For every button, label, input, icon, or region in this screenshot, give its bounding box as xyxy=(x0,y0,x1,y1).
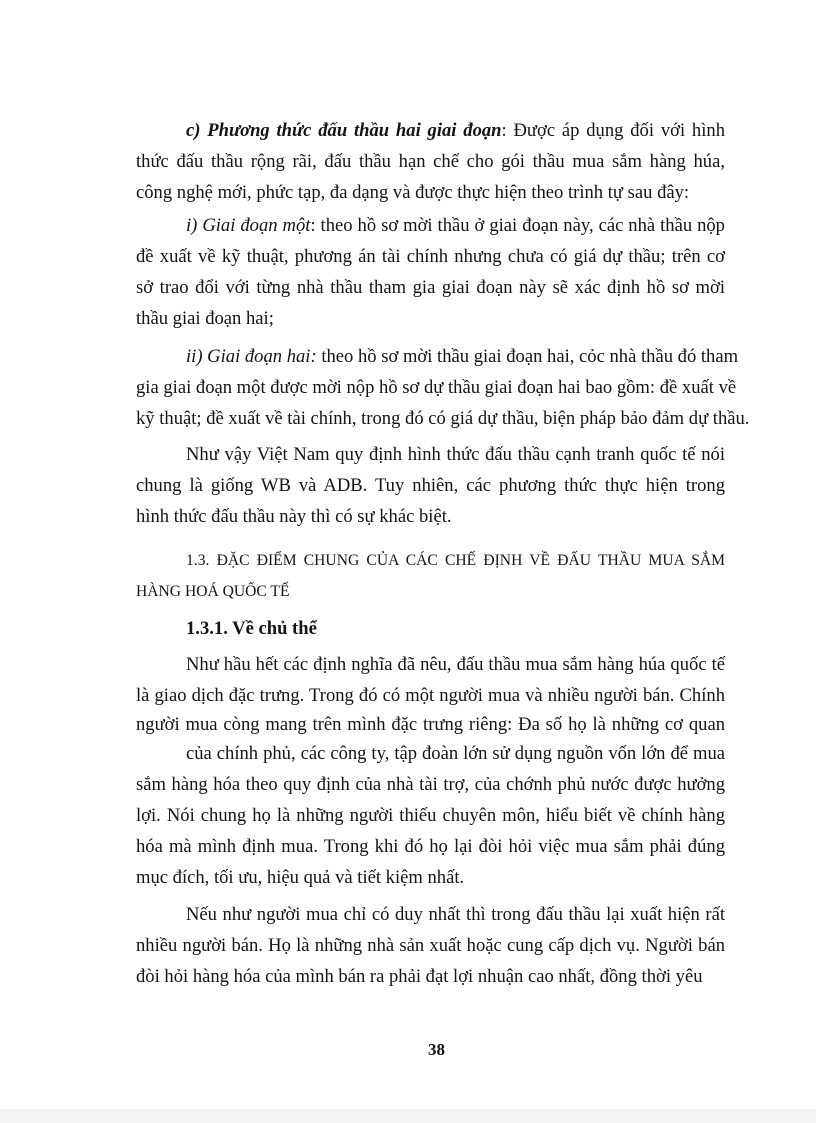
para-seller-line-2: nhiều người bán. Họ là những nhà sản xuất hoặc cung cấp dịch vụ. Người bán xyxy=(136,935,725,956)
section-heading-line-2: HÀNG HOÁ QUỐC TẾ xyxy=(136,583,290,600)
para-c-line-2: thức đấu thầu rộng rãi, đấu thầu hạn chế cho gói thầu mua sắm hàng húa, xyxy=(136,151,725,172)
para-buyer-line-4: của chính phủ, các công ty, tập đoàn lớn sử dụng nguồn vốn lớn để mua xyxy=(186,743,725,764)
stage-two-label: ii) Giai đoạn hai: xyxy=(186,346,317,367)
para-buyer-line-5: sắm hàng hóa theo quy định của nhà tài trợ, của chớnh phủ nước được hưởng xyxy=(136,774,725,795)
para-c-heading: c) Phương thức đấu thầu hai giai đoạn xyxy=(186,120,502,141)
para-buyer-line-8: mục đích, tối ưu, hiệu quả và tiết kiệm nhất. xyxy=(136,867,465,888)
para-i-line-3: sở trao đổi với từng nhà thầu tham gia giai đoạn này sẽ xác định hồ sơ mời xyxy=(136,277,725,298)
para-seller-line-3: đòi hỏi hàng hóa của mình bán ra phải đạt lợi nhuận cao nhất, đồng thời yêu xyxy=(136,966,703,987)
para-i-line-4: thầu giai đoạn hai; xyxy=(136,308,274,329)
para-ii-line-3: kỹ thuật; đề xuất về tài chính, trong đó có giá dự thầu, biện pháp bảo đảm dự thầu. xyxy=(136,408,750,429)
para-ii-line-2: gia giai đoạn một được mời nộp hồ sơ dự thầu giai đoạn hai bao gồm: đề xuất về xyxy=(136,377,737,398)
stage-one-label: i) Giai đoạn một xyxy=(186,215,311,236)
page-number: 38 xyxy=(428,1040,445,1059)
para-i-line-2: đề xuất về kỹ thuật, phương án tài chính nhưng chưa có giá dự thầu; trên cơ xyxy=(136,246,725,267)
para-vn-line-1: Như vậy Việt Nam quy định hình thức đấu thầu cạnh tranh quốc tế nói xyxy=(186,444,725,465)
para-buyer-line-1: Như hầu hết các định nghĩa đã nêu, đấu thầu mua sắm hàng húa quốc tế xyxy=(186,654,725,675)
subsection-heading: 1.3.1. Về chủ thể xyxy=(186,618,317,639)
page-bottom-edge xyxy=(0,1109,816,1123)
para-buyer-line-2: là giao dịch đặc trưng. Trong đó có một người mua và nhiều người bán. Chính xyxy=(136,685,725,706)
section-heading-line-1: 1.3. ĐẶC ĐIỂM CHUNG CỦA CÁC CHẾ ĐỊNH VỀ ĐẤU THẦU MUA SẮM xyxy=(186,552,725,569)
para-ii-line-1: ii) Giai đoạn hai: theo hồ sơ mời thầu giai đoạn hai, cỏc nhà thầu đó tham xyxy=(186,346,739,367)
para-buyer-line-6: lợi. Nói chung họ là những người thiếu chuyên môn, hiểu biết về chính hàng xyxy=(136,805,725,826)
para-vn-line-3: hình thức đấu thầu này thì có sự khác biệt. xyxy=(136,506,452,527)
para-c-line-1: c) Phương thức đấu thầu hai giai đoạn: Được áp dụng đối với hình xyxy=(186,120,725,141)
para-buyer-line-7: hóa mà mình định mua. Trong khi đó họ lại đòi hỏi việc mua sắm phải đúng xyxy=(136,836,725,857)
para-c-line-3: công nghệ mới, phức tạp, đa dạng và được thực hiện theo trình tự sau đây: xyxy=(136,182,690,203)
para-i-line-1: i) Giai đoạn một: theo hồ sơ mời thầu ở giai đoạn này, các nhà thầu nộp xyxy=(186,215,725,236)
para-vn-line-2: chung là giống WB và ADB. Tuy nhiên, các phương thức thực hiện trong xyxy=(136,475,725,496)
para-buyer-line-3: người mua còng mang trên mình đặc trưng riêng: Đa số họ là những cơ quan xyxy=(136,714,725,735)
para-seller-line-1: Nếu như người mua chỉ có duy nhất thì trong đấu thầu lại xuất hiện rất xyxy=(186,904,725,925)
